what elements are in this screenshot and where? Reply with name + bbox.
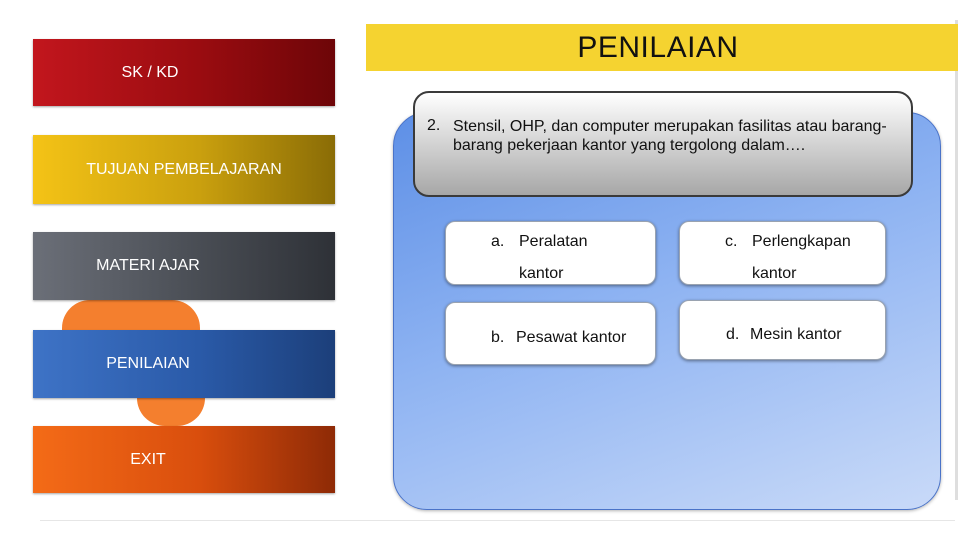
answer-letter: b.: [491, 329, 505, 346]
page-title-bar: [366, 24, 958, 71]
question-box: [413, 91, 913, 197]
answer-option-b[interactable]: [445, 302, 656, 365]
answer-letter: a.: [491, 233, 505, 250]
answer-text: Peralatan: [519, 233, 588, 250]
menu-button-label: EXIT: [130, 450, 166, 468]
menu-button-label: TUJUAN PEMBELAJARAN: [86, 160, 282, 178]
menu-button-penilaian[interactable]: [33, 330, 335, 398]
answer-text: Mesin kantor: [750, 326, 842, 343]
answer-option-d[interactable]: [679, 300, 886, 360]
menu-connector-shape: [137, 398, 205, 426]
question-number: 2.: [427, 117, 441, 134]
menu-connector-shape: [62, 300, 200, 332]
answer-option-c[interactable]: [679, 221, 886, 285]
page-title: PENILAIAN: [577, 30, 739, 64]
slide-frame-bottom-edge: [40, 520, 955, 521]
menu-button-label: SK / KD: [121, 63, 179, 81]
slide-frame-right-edge: [955, 20, 958, 500]
menu-button-sk-kd[interactable]: [33, 39, 335, 106]
answer-letter: c.: [725, 233, 738, 250]
menu-button-exit[interactable]: [33, 426, 335, 493]
answer-text: Perlengkapan: [752, 233, 851, 250]
menu-button-label: MATERI AJAR: [96, 257, 200, 274]
menu-button-materi-ajar[interactable]: [33, 232, 335, 300]
answer-option-a[interactable]: [445, 221, 656, 285]
answer-text: Pesawat kantor: [516, 329, 627, 346]
question-text: Stensil, OHP, dan computer merupakan fasilitas atau barang-barang pekerjaan kantor yang tergolong dalam….: [453, 118, 887, 154]
menu-button-label: PENILAIAN: [106, 355, 190, 372]
menu-button-tujuan-pembelajaran[interactable]: [33, 135, 335, 204]
answer-letter: d.: [726, 326, 740, 343]
answer-text-continued: kantor: [519, 265, 564, 282]
answer-text-continued: kantor: [752, 265, 797, 282]
